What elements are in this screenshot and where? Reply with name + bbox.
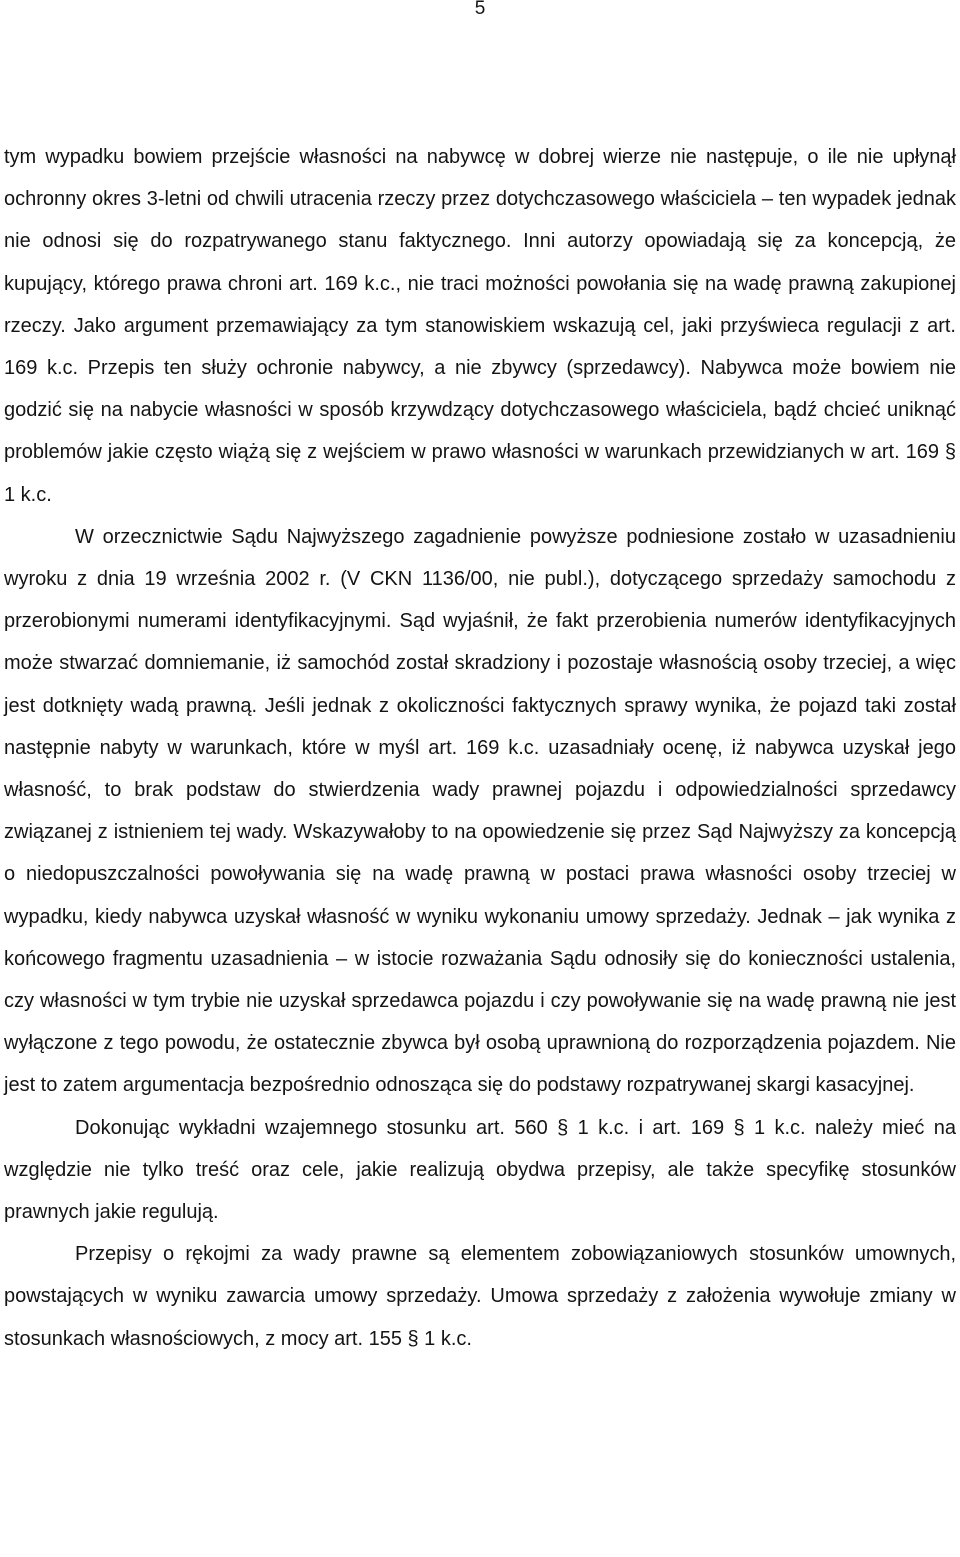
document-body bbox=[4, 136, 956, 1360]
paragraph-2: W orzecznictwie Sądu Najwyższego zagadnienie powyższe podniesione zostało w uzasadnieniu wyroku z dnia 19 września 2002 r. (V CKN 1136/00, nie publ.), dotyczącego sprzedaży samochodu z przerobionymi numerami identyfikacyjnymi. Sąd wyjaśnił, że fakt przerobienia numerów identyfikacyjnych może stwarzać domniemanie, iż samochód został skradziony i pozostaje własnością osoby trzeciej, a więc jest dotknięty wadą prawną. Jeśli jednak z okoliczności faktycznych sprawy wynika, że pojazd taki został następnie nabyty w warunkach, które w myśl art. 169 k.c. uzasadniały ocenę, iż nabywca uzyskał jego własność, to brak podstaw do stwierdzenia wady prawnej pojazdu i odpowiedzialności sprzedawcy związanej z istnieniem tej wady. Wskazywałoby to na opowiedzenie się przez Sąd Najwyższy za koncepcją o niedopuszczalności powoływania się na wadę prawną w postaci prawa własności osoby trzeciej w wypadku, kiedy nabywca uzyskał własność w wyniku wykonaniu umowy sprzedaży. Jednak – jak wynika z końcowego fragmentu uzasadnienia – w istocie rozważania Sądu odnosiły się do konieczności ustalenia, czy własności w tym trybie nie uzyskał sprzedawca pojazdu i czy powoływanie się na wadę prawną nie jest wyłączone z tego powodu, że ostatecznie zbywca był osobą uprawnioną do rozporządzenia pojazdem. Nie jest to zatem argumentacja bezpośrednio odnosząca się do podstawy rozpatrywanej skargi kasacyjnej. bbox=[4, 525, 956, 1097]
paragraph-4: Przepisy o rękojmi za wady prawne są elementem zobowiązaniowych stosunków umownych, powstających w wyniku zawarcia umowy sprzedaży. Umowa sprzedaży z założenia wywołuje zmiany w stosunkach własnościowych, z mocy art. 155 § 1 k.c. bbox=[4, 1243, 956, 1350]
page-number: 5 bbox=[474, 0, 486, 19]
paragraph-3: Dokonując wykładni wzajemnego stosunku art. 560 § 1 k.c. i art. 169 § 1 k.c. należy mieć na względzie nie tylko treść oraz cele, jakie realizują obydwa przepisy, ale także specyfikę stosunków prawnych jakie regulują. bbox=[4, 1116, 956, 1224]
paragraph-1: tym wypadku bowiem przejście własności na nabywcę w dobrej wierze nie następuje, o ile nie upłynął ochronny okres 3-letni od chwili utracenia rzeczy przez dotychczasowego właściciela – ten wypadek jednak nie odnosi się do rozpatrywanego stanu faktycznego. Inni autorzy opowiadają się za koncepcją, że kupujący, którego prawa chroni art. 169 k.c., nie traci możności powołania się na wadę prawną zakupionej rzeczy. Jako argument przemawiający za tym stanowiskiem wskazują cel, jaki przyświeca regulacji z art. 169 k.c. Przepis ten służy ochronie nabywcy, a nie zbywcy (sprzedawcy). Nabywca może bowiem nie godzić się na nabycie własności w sposób krzywdzący dotychczasowego właściciela, bądź chcieć uniknąć problemów jakie często wiążą się z wejściem w prawo własności w warunkach przewidzianych w art. 169 § 1 k.c. bbox=[4, 146, 956, 506]
